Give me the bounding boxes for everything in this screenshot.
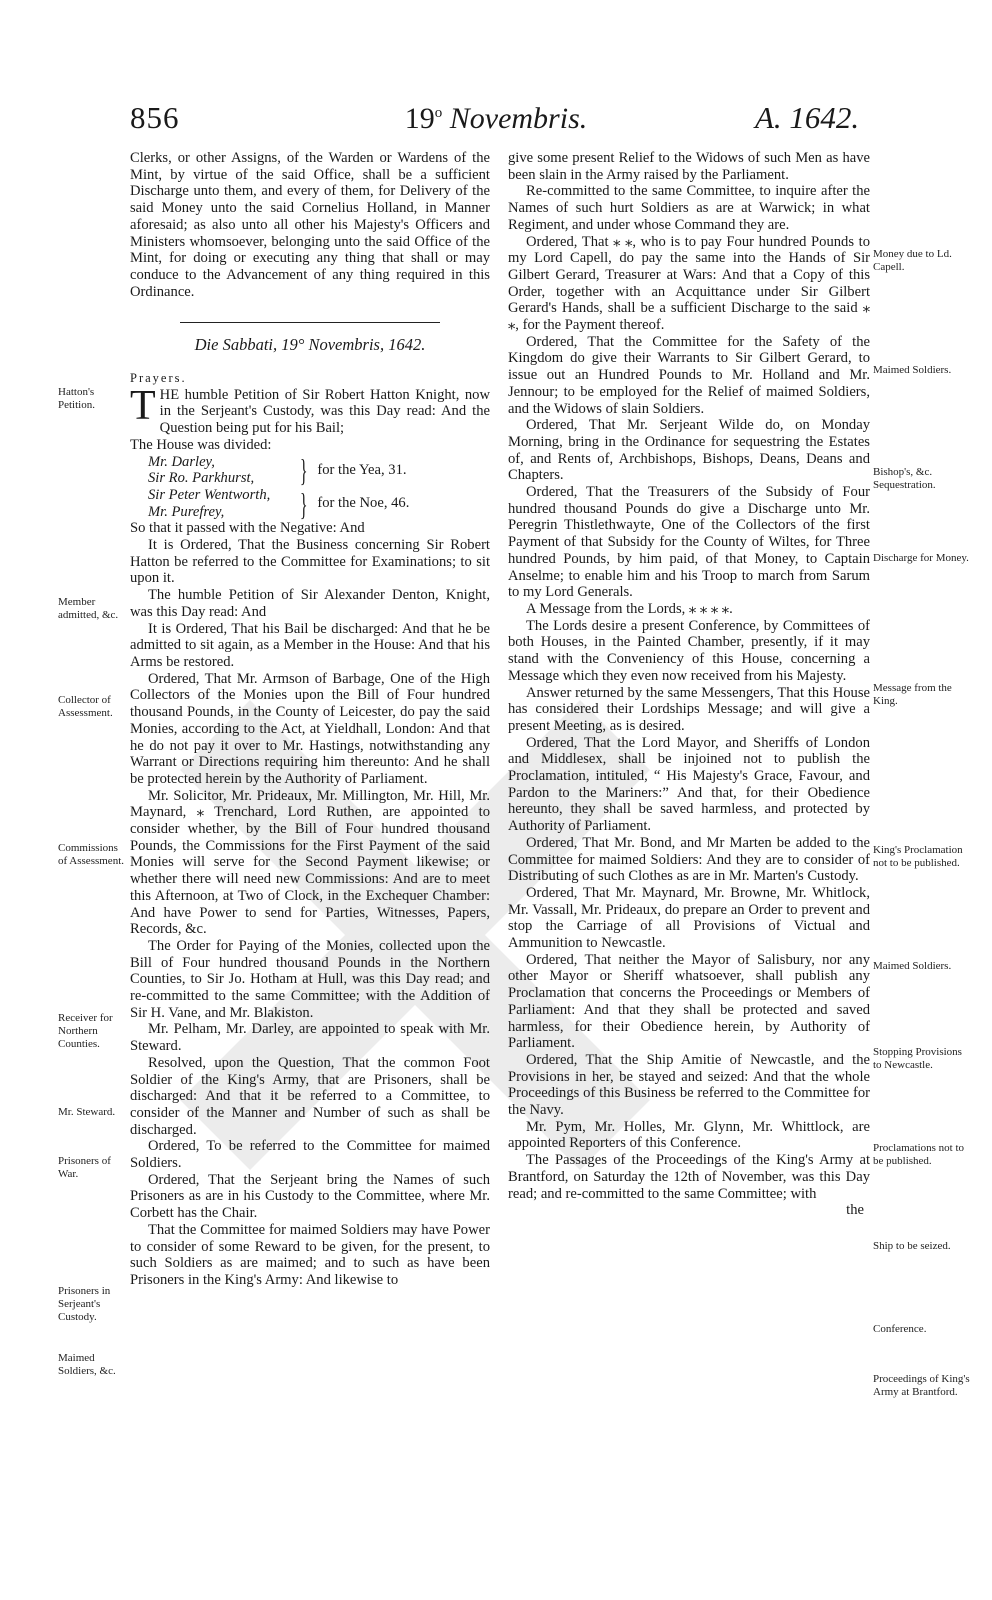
denton-order: It is Ordered, That his Bail be discharged: And that he be admitted to sit again, as a Member in the House: And that his Arms be restored.	[130, 620, 490, 670]
margin-note: Maimed Soldiers.	[873, 364, 952, 376]
answer-returned: Answer returned by the same Messengers, That this House has considered their Lordships Message; and will give a present Meeting, as is desired.	[508, 684, 870, 734]
teller-name: Sir Peter Wentworth,	[148, 486, 271, 503]
margin-note: King's Proclamation not to be published.	[873, 844, 963, 869]
continued-ordinance: Clerks, or other Assigns, of the Warden or Wardens of the Mint, by virtue of the said Office, shall be a sufficient Discharge unto them, and every of them, for Delivery of the said Money unto the said Cornelius Holland, in Manner aforesaid; as also unto all other his Majesty's Officers and Ministers whomsoever, belonging unto the said Office of the Mint, for doing or executing any thing that shall or may conduce to the Advancement of any thing required in this Ordinance.	[130, 150, 490, 300]
margin-note: Money due to Ld. Capell.	[873, 248, 952, 273]
ordered-referred: Ordered, To be referred to the Committee for maimed Soldiers.	[130, 1138, 490, 1172]
margin-note: Maimed Soldiers, &c.	[58, 1352, 116, 1377]
margin-note: Maimed Soldiers.	[873, 960, 952, 972]
relief-continued: give some present Relief to the Widows of such Men as have been slain in the Army raised by the Parliament.	[508, 150, 870, 183]
day-title: Die Sabbati, 19° Novembris, 1642.	[194, 335, 426, 355]
brace: }	[299, 485, 308, 522]
recommitted-entry: Re-committed to the same Committee, to inquire after the Names of such hurt Soldiers as are at Warwick; in what Regiment, and under whose Command they are.	[508, 183, 870, 233]
maimed-entry: That the Committee for maimed Soldiers may have Power to consider of some Reward to be given, for the present, to such Soldiers as are maimed; and to such as have been Prisoners in the King's Army: And likewise to	[130, 1221, 490, 1288]
margin-note: Proceedings of King's Army at Brantford.	[873, 1373, 970, 1398]
yea-tellers	[148, 454, 490, 487]
margin-note: Bishop's, &c. Sequestration.	[873, 466, 936, 491]
newcastle-order: Ordered, That Mr. Maynard, Mr. Browne, Mr. Whitlock, Mr. Vassall, Mr. Prideaux, do prepare an Order to prevent and stop the Carriage of all Provisions of Victual and Ammunition to Newcastle.	[508, 884, 870, 952]
margin-note: Message from the King.	[873, 682, 952, 707]
margin-note: Collector of Assessment.	[58, 694, 113, 719]
margin-note: Proclamations not to be published.	[873, 1142, 965, 1167]
serjeant-order: Ordered, That the Serjeant bring the Names of such Prisoners as are in his Custody to the Committee, where Mr. Corbett has the Chair.	[130, 1171, 490, 1222]
teller-name: Sir Ro. Parkhurst,	[148, 470, 255, 487]
margin-note: Prisoners of War.	[58, 1155, 111, 1180]
page-header	[0, 100, 992, 150]
reporters-entry: Mr. Pym, Mr. Holles, Mr. Glynn, Mr. Whittlock, are appointed Reporters of this Conference.	[508, 1118, 870, 1152]
margin-note: Conference.	[873, 1323, 927, 1335]
left-column	[130, 150, 490, 1289]
wilde-order: Ordered, That Mr. Serjeant Wilde do, on Monday Morning, bring in the Ordinance for sequestring the Estates of, and Rents of, Archbishops, Bishops, Deans, Deans and Chapters.	[508, 417, 870, 484]
treasurers-order: Ordered, That the Treasurers of the Subsidy of Four hundred thousand Pounds do give a Discharge unto Mr. Peregrin Thistlethwayte, One of the Collectors of the first Payment of that Subsidy for the County of Wiltes, for Three hundred Pounds, by him paid, of that Money, to Captain Anselme; to enable him and his Troop to march from Sarum to my Lord Generals.	[508, 484, 870, 601]
page-number: 856	[130, 100, 180, 135]
steward-entry: Mr. Pelham, Mr. Darley, are appointed to speak with Mr. Steward.	[130, 1021, 490, 1055]
margin-note: Prisoners in Serjeant's Custody.	[58, 1285, 111, 1323]
resolved-entry: Resolved, upon the Question, That the common Foot Soldier of the King's Army, that are Prisoners, shall be discharged: And that it be referred to a Committee, to consider of the Manner and Number of such as shall be discharged.	[130, 1054, 490, 1138]
brantford-entry: The Passages of the Proceedings of the King's Army at Brantford, on Saturday the 12th of November, was this Day read; and re-committed to the same Committee; with	[508, 1152, 870, 1202]
amitie-order: Ordered, That the Ship Amitie of Newcastle, and the Provisions in her, be stayed and seized: And that the whole Proceedings of this Business be referred to the Committee for the Navy.	[508, 1051, 870, 1119]
date-number: 19	[404, 102, 435, 135]
hotham-order: The Order for Paying of the Monies, collected upon the Bill of Four hundred thousand Pounds in the Northern Counties, to Sir Jo. Hotham at Hull, was this Day read; and re-committed to the same Committee; with the Addition of Sir H. Vane, and Mr. Blakiston.	[130, 937, 490, 1021]
bond-order: Ordered, That Mr. Bond, and Mr Marten be added to the Committee for maimed Soldiers: And they are to consider of Distributing of such Clothes as are in Mr. Marten's Custody.	[508, 834, 870, 885]
catchword: the	[846, 1202, 864, 1219]
teller-name: Mr. Purefrey,	[148, 503, 225, 520]
prayers-heading: Prayers.	[130, 371, 187, 386]
date-word: Novembris.	[449, 102, 588, 135]
year: A. 1642.	[755, 100, 860, 135]
margin-note: Receiver for Northern Counties.	[58, 1012, 113, 1050]
yea-count: for the Yea, 31.	[317, 461, 407, 478]
noe-tellers	[148, 487, 490, 520]
mayor-order: Ordered, That the Lord Mayor, and Sheriffs of London and Middlesex, shall be injoined not to publish the Proclamation, intituled, “ His Majesty's Grace, Favour, and Pardon to the Mariners:” And that, for their Obedience hereunto, they shall be saved harmless, and protected by Authority of Parliament.	[508, 734, 870, 835]
margin-note: Mr. Steward.	[58, 1106, 116, 1118]
conference-request: The Lords desire a present Conference, by Committees of both Houses, in the Painted Chamber, presently, if it may stand with the Conveniency of this House, concerning a Message which they even now received from his Majesty.	[508, 617, 870, 684]
hatton-order: It is Ordered, That the Business concerning Sir Robert Hatton be referred to the Committee for Examinations; to sit upon it.	[130, 537, 490, 587]
lords-message: A Message from the Lords, ⁎ ⁎ ⁎ ⁎.	[526, 600, 733, 617]
right-column	[508, 150, 870, 1219]
noe-count: for the Noe, 46.	[317, 495, 410, 512]
salisbury-order: Ordered, That neither the Mayor of Salisbury, nor any other Mayor or Sheriff whatsoever, shall publish any Proclamation that concerns the Proceedings or Members of Parliament: And that they shall be protected and saved harmless, for their Obedience herein, by Authority of Parliament.	[508, 951, 870, 1052]
house-divided: The House was divided:	[130, 436, 272, 453]
drop-cap: T	[130, 382, 156, 429]
teller-name: Mr. Darley,	[148, 453, 215, 470]
date-superscript: o	[434, 105, 443, 121]
hatton-petition: HE humble Petition of Sir Robert Hatton Knight, now in the Serjeant's Custody, was this Day read: And the Question being put for his Bail;	[159, 386, 490, 437]
safety-order: Ordered, That the Committee for the Safety of the Kingdom do give their Warrants to Sir Gilbert Gerard, to issue out an Hundred Pounds to Mr. Holland and Mr. Jennour; to be employed for the Relief of maimed Soldiers, and the Widows of slain Soldiers.	[508, 333, 870, 417]
margin-note: Hatton's Petition.	[58, 386, 95, 411]
denton-petition: The humble Petition of Sir Alexander Denton, Knight, was this Day read: And	[130, 587, 490, 620]
margin-note: Member admitted, &c.	[58, 596, 119, 621]
section-divider	[180, 322, 440, 323]
capell-order: Ordered, That ⁎ ⁎, who is to pay Four hundred Pounds to my Lord Capell, do pay the same into the Hands of Sir Gilbert Gerard, Treasurer at Wars: And that a Copy of this Order, together with an Acquittance under Sir Gilbert Gerard's Hands, shall be a sufficient Discharge to the said ⁎ ⁎, for the Payment thereof.	[508, 233, 870, 334]
margin-note: Ship to be seized.	[873, 1240, 951, 1252]
brace: }	[299, 452, 308, 489]
margin-note: Commissions of Assessment.	[58, 842, 124, 867]
margin-note: Discharge for Money.	[873, 552, 969, 564]
armson-order: Ordered, That Mr. Armson of Barbage, One of the High Collectors of the Monies upon the Bill of Four hundred thousand Pounds, in the County of Leicester, do pay the said Monies, according to the Act, at Yieldhall, London: And that he do not pay it over to Mr. Hastings, notwithstanding any Warrant or Directions requiring him thereunto: And he shall be protected herein by the Authority of Parliament.	[130, 670, 490, 787]
vote-result: So that it passed with the Negative: And	[130, 520, 365, 537]
margin-note: Stopping Provisions to Newcastle.	[873, 1046, 962, 1071]
solicitor-committee: Mr. Solicitor, Mr. Prideaux, Mr. Millington, Mr. Hill, Mr. Maynard, ⁎ Trenchard, Lord Ruthen, are appointed to consider whether, by the Bill of Four hundred thousand Pounds, the Commissions for the First Payment of the said Monies will serve for the Second Payment likewise; or whether there will need new Commissions: And are to meet this Afternoon, at Two of Clock, in the Exchequer Chamber: And have Power to send for Parties, Witnesses, Papers, Records, &c.	[130, 787, 490, 938]
